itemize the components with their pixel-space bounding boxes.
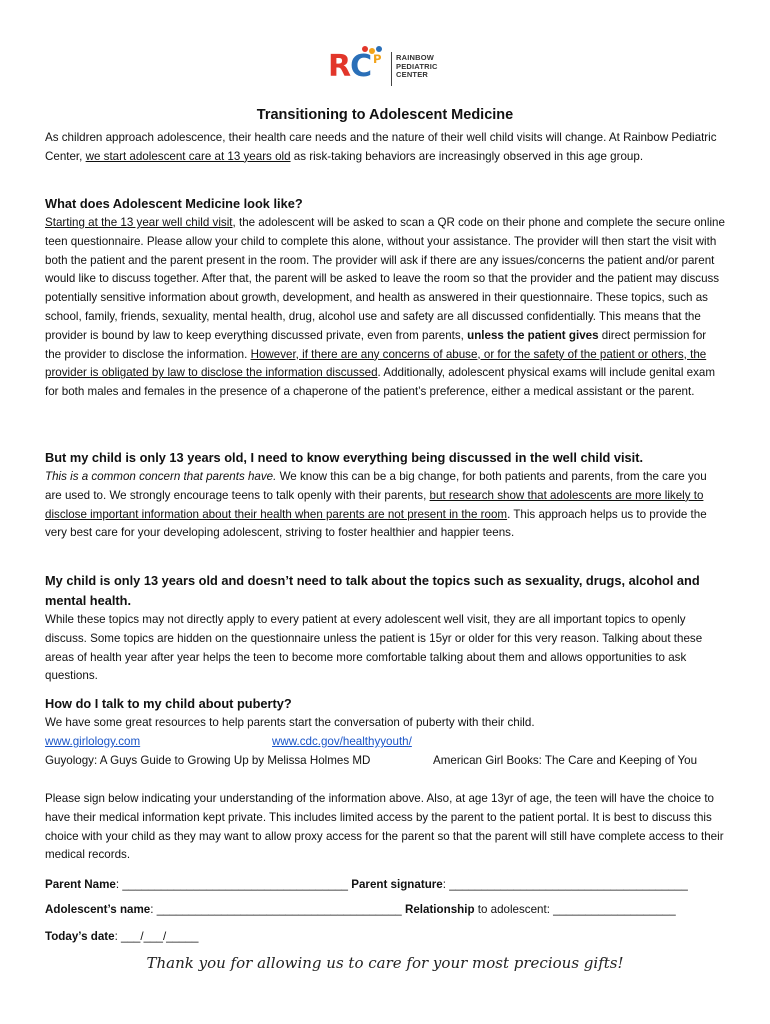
section3-heading: My child is only 13 years old and doesn’t need to talk about the topics such as sexuality, drugs, alcohol and mental health. bbox=[45, 573, 700, 608]
rainbow-pediatric-logo bbox=[328, 46, 448, 90]
section2-heading: But my child is only 13 years old, I need to know everything being discussed in the well child visit. bbox=[45, 450, 644, 465]
section3-paragraph: While these topics may not directly apply to every patient at every adolescent well visit, they are all important topics to openly discuss. Some topics are hidden on the questionnaire unless the patient is 15yr or older for this very reason. Talking about these areas of health year after year helps the teen to become more comfortable talking about them and allows opportunities to ask questions. bbox=[45, 613, 703, 683]
adolescent-name-label: Adolescent’s name bbox=[45, 903, 151, 916]
relationship-label: Relationship bbox=[404, 903, 475, 916]
parent-name-field[interactable]: : ___________________________________ bbox=[115, 878, 349, 891]
adolescent-name-field[interactable]: : ______________________________________ bbox=[150, 903, 402, 916]
date-label: Today’s date bbox=[45, 930, 115, 943]
cdc-link[interactable]: www.cdc.gov/healthyyouth/ bbox=[272, 735, 412, 748]
parent-signature-label: Parent signature bbox=[351, 878, 443, 891]
section2-paragraph: This is a common concern that parents have. We know this can be a big change, for both patients and parents, from the care you are used to. We strongly encourage teens to talk openly with their parents, but research show that adolescents are more likely to disclose important information about their health when parents are not present in the room. This approach helps us to provide the very best care for your developing adolescent, striving to foster healthier and happier teens. bbox=[45, 470, 707, 540]
resource-links-row bbox=[45, 733, 140, 752]
consent-paragraph: Please sign below indicating your understanding of the information above. Also, at age 13yr of age, the teen will have the choice to have their medical information kept private. This includes limited access by the parent to the patient portal. It is best to discuss this choice with your child as they may want to allow proxy access for the parent so that the parent will still have complete access to their medical records. bbox=[45, 792, 724, 862]
parent-name-label: Parent Name bbox=[45, 878, 116, 891]
page-title: Transitioning to Adolescent Medicine bbox=[256, 107, 514, 123]
section4-paragraph: We have some great resources to help parents start the conversation of puberty with their child. bbox=[45, 716, 535, 729]
logo-divider bbox=[391, 52, 392, 86]
parent-row bbox=[45, 876, 688, 895]
relationship-field[interactable]: to adolescent: ___________________ bbox=[474, 903, 676, 916]
book-guyology: Guyology: A Guys Guide to Growing Up by Melissa Holmes MD bbox=[45, 754, 371, 767]
book-american-girl: American Girl Books: The Care and Keeping of You bbox=[433, 754, 698, 767]
intro-paragraph: As children approach adolescence, their health care needs and the nature of their well child visits will change. At Rainbow Pediatric Center, we start adolescent care at 13 years old as risk-taking behaviors are increasingly observed in this age group. bbox=[45, 131, 717, 163]
date-row bbox=[45, 928, 198, 947]
parent-signature-field[interactable]: : _____________________________________ bbox=[442, 878, 688, 891]
logo-name: RAINBOW PEDIATRIC CENTER bbox=[396, 53, 438, 79]
resource-links-row-2 bbox=[272, 733, 412, 752]
section1-heading: What does Adolescent Medicine look like? bbox=[45, 196, 303, 211]
thank-you-note: Thank you for allowing us to care for your most precious gifts! bbox=[146, 954, 624, 972]
logo-mark: R P C bbox=[328, 49, 381, 84]
date-field[interactable]: : ___/___/_____ bbox=[114, 930, 199, 943]
section1-paragraph: Starting at the 13 year well child visit, the adolescent will be asked to scan a QR code on their phone and complete the secure online teen questionnaire. Please allow your child to complete this alone, without your assistance. The provider will then start the visit with both the patient and the parent present in the room. The provider will ask if there are any issues/concerns the patient and/or parent would like to discuss together. After that, the parent will be asked to leave the room so that the provider and the patient may discuss potentially sensitive information about growth, development, and health as answered in their questionnaire. These topics, such as school, family, friends, sexuality, mental health, drug, alcohol use and safety are all discussed confidentially. This means that the provider is bound by law to keep everything discussed private, even from parents, unless the patient gives direct permission for the provider to disclose the information. However, if there are any concerns of abuse, or for the safety of the patient or others, the provider is obligated by law to disclose the information discussed. Additionally, adolescent physical exams will include genital exam for both males and females in the presence of a chaperone of the patient’s preference, either a medical assistant or the parent. bbox=[45, 216, 725, 399]
girlology-link[interactable]: www.girlology.com bbox=[45, 735, 141, 748]
section4-heading: How do I talk to my child about puberty? bbox=[45, 696, 292, 711]
adolescent-row bbox=[45, 901, 676, 920]
